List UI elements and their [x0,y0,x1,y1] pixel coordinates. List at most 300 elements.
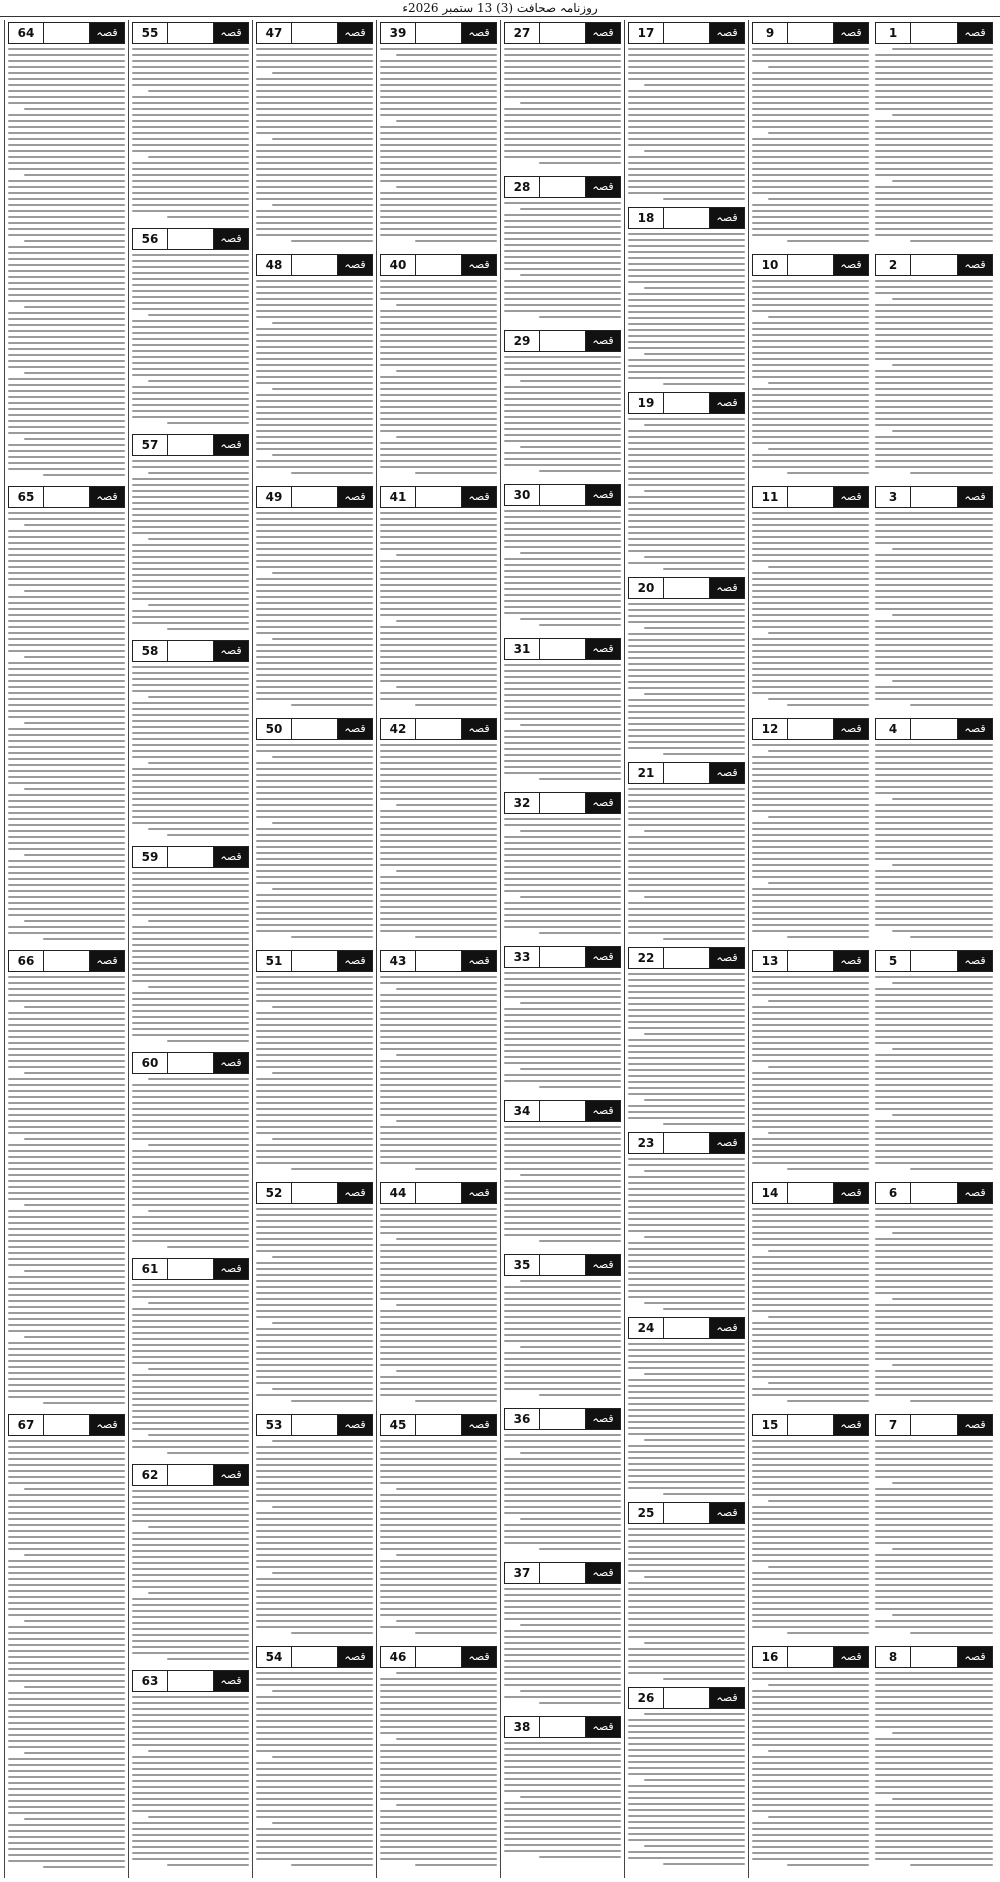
notice-body-text [504,1280,621,1396]
text-line [752,1518,869,1520]
text-line [628,1761,745,1763]
text-line [752,292,869,294]
text-line [380,96,497,98]
notice-number: 41 [389,490,407,504]
text-line [504,902,621,904]
text-line [256,692,373,694]
text-line [8,420,125,422]
text-line [628,824,745,826]
text-line [504,676,621,678]
notice-body-text [504,202,621,318]
text-line [520,1796,621,1798]
text-line [504,1458,621,1460]
notice-item [628,947,745,1129]
text-line [291,704,373,706]
text-line [8,902,125,904]
text-line [875,84,993,86]
text-line [628,1433,745,1435]
text-line [504,914,621,916]
text-line [167,216,249,218]
text-line [752,1340,869,1342]
text-line [396,370,497,372]
text-line [628,454,745,456]
notice-blank-cell [291,951,338,971]
text-line [380,198,497,200]
text-line [752,828,869,830]
text-line [628,329,745,331]
notice-item [8,486,125,947]
text-line [752,1458,869,1460]
notice-number-box [752,718,869,740]
text-line [256,108,373,110]
text-line [256,1732,373,1734]
text-line [504,926,621,928]
text-line [8,1662,125,1664]
text-line [8,1476,125,1478]
text-line [539,624,621,626]
notice-number: 55 [141,26,159,40]
notice-number: 10 [761,258,779,272]
notice-body-text [875,280,993,474]
notice-item [132,640,249,843]
text-line [504,356,621,358]
notice-body-text [132,254,249,424]
text-line [628,108,745,110]
text-line [8,1716,125,1718]
text-line [768,1816,869,1818]
text-line [875,698,993,700]
text-line [752,1114,869,1116]
text-line [504,576,621,578]
text-line [8,1324,125,1326]
text-line [132,338,249,340]
text-line [875,162,993,164]
text-line [272,1138,373,1140]
notice-number: 53 [265,1418,283,1432]
text-line [8,1794,125,1796]
text-line [752,1828,869,1830]
text-line [768,316,869,318]
notice-item [380,486,497,715]
notice-label: قصہ [462,1183,496,1203]
text-line [875,1488,993,1490]
text-line [132,1314,249,1316]
notice-number-box [628,947,745,969]
text-line [380,798,497,800]
notice-body-text [628,603,745,755]
text-line [875,1012,993,1014]
text-line [256,602,373,604]
text-line [380,442,497,444]
notice-label: قصہ [586,177,620,197]
notice-number: 14 [761,1186,779,1200]
text-line [752,1244,869,1246]
text-line [8,1216,125,1218]
text-line [256,1614,373,1616]
notice-item [8,22,125,483]
notice-blank-cell [787,1647,834,1667]
text-line [132,386,249,388]
text-line [752,96,869,98]
text-line [875,1690,993,1692]
notice-number-box [132,434,249,456]
text-line [380,132,497,134]
text-line [256,120,373,122]
text-line [132,816,249,818]
notice-label: قصہ [462,23,496,43]
text-line [8,348,125,350]
text-line [8,342,125,344]
text-line [256,394,373,396]
text-line [752,1590,869,1592]
text-line [396,1672,497,1674]
text-line [875,72,993,74]
text-line [132,290,249,292]
text-line [628,502,745,504]
text-line [8,704,125,706]
text-line [8,1788,125,1790]
text-line [132,326,249,328]
text-line [148,156,249,158]
text-line [504,1760,621,1762]
notice-label: قصہ [958,1647,992,1667]
text-line [380,1256,497,1258]
text-line [875,566,993,568]
text-line [875,174,993,176]
notice-label: قصہ [462,719,496,739]
notice-item [875,22,993,251]
text-line [752,1232,869,1234]
text-line [380,316,497,318]
text-line [256,1828,373,1830]
text-line [504,600,621,602]
text-line [752,1226,869,1228]
text-line [8,90,125,92]
text-line [504,304,621,306]
text-line [132,1156,249,1158]
text-line [256,1720,373,1722]
text-line [380,210,497,212]
text-line [380,918,497,920]
text-line [504,1784,621,1786]
notice-label: قصہ [834,255,868,275]
text-line [132,1440,249,1442]
text-line [380,1066,497,1068]
text-line [256,1578,373,1580]
notice-number-box [504,1254,621,1276]
text-line [875,1328,993,1330]
text-line [256,1376,373,1378]
text-line [380,1750,497,1752]
text-line [132,1640,249,1642]
text-line [875,454,993,456]
notice-blank-cell [415,719,462,739]
text-line [24,1620,125,1622]
text-line [875,626,993,628]
text-line [752,1798,869,1800]
text-line [132,744,249,746]
text-line [892,364,993,366]
text-line [380,1714,497,1716]
text-line [628,377,745,379]
text-line [504,730,621,732]
text-line [628,323,745,325]
text-line [752,1006,869,1008]
text-line [380,1078,497,1080]
text-line [504,1150,621,1152]
notice-number: 48 [265,258,283,272]
text-line [752,924,869,926]
text-line [132,1496,249,1498]
text-line [504,226,621,228]
text-line [380,1452,497,1454]
text-line [380,1828,497,1830]
text-line [875,1446,993,1448]
text-line [504,1672,621,1674]
text-line [644,287,745,289]
text-line [132,1192,249,1194]
text-line [752,810,869,812]
text-line [380,1578,497,1580]
text-line [380,192,497,194]
text-line [504,1754,621,1756]
text-line [875,448,993,450]
text-line [24,788,125,790]
text-line [752,1530,869,1532]
notice-body-text [504,818,621,934]
text-line [132,296,249,298]
text-line [132,1786,249,1788]
text-line [132,344,249,346]
text-line [875,1620,993,1622]
text-line [752,692,869,694]
notice-number-box [628,22,745,44]
text-line [380,1226,497,1228]
text-line [380,1208,497,1210]
text-line [752,72,869,74]
notice-number-box [875,1182,993,1204]
text-line [167,834,249,836]
notice-number-box [8,950,125,972]
text-line [8,812,125,814]
text-line [256,1042,373,1044]
text-line [8,1276,125,1278]
text-line [8,180,125,182]
text-line [8,1120,125,1122]
text-line [875,852,993,854]
text-line [875,466,993,468]
text-line [504,108,621,110]
text-line [256,1494,373,1496]
notice-number: 56 [141,232,159,246]
text-line [8,1036,125,1038]
text-line [132,66,249,68]
text-line [504,1222,621,1224]
text-line [380,1090,497,1092]
text-line [752,1756,869,1758]
text-line [875,876,993,878]
text-line [256,560,373,562]
text-line [8,1210,125,1212]
text-line [875,1162,993,1164]
text-line [504,760,621,762]
text-line [8,1174,125,1176]
text-line [628,1111,745,1113]
text-line [132,1362,249,1364]
text-line [539,1240,621,1242]
text-line [24,1006,125,1008]
text-line [132,1744,249,1746]
text-line [504,386,621,388]
text-line [24,1072,125,1074]
text-line [875,1506,993,1508]
text-line [256,48,373,50]
text-line [768,1316,869,1318]
text-line [132,544,249,546]
text-line [752,1256,869,1258]
text-line [256,340,373,342]
text-line [787,1632,869,1634]
notice-body-text [256,48,373,242]
text-line [380,418,497,420]
text-line [132,1708,249,1710]
text-line [504,1340,621,1342]
text-line [752,1012,869,1014]
text-line [875,656,993,658]
text-line [8,1596,125,1598]
text-line [380,1394,497,1396]
text-line [132,1834,249,1836]
text-line [132,1610,249,1612]
text-line [43,1866,125,1868]
text-line [132,1120,249,1122]
text-line [8,806,125,808]
notice-label: قصہ [710,578,744,598]
text-line [272,204,373,206]
text-line [768,632,869,634]
text-line [256,1084,373,1086]
notice-label: قصہ [586,1717,620,1737]
notice-number-box [875,22,993,44]
notice-number: 33 [513,950,531,964]
text-line [752,120,869,122]
text-line [380,572,497,574]
text-line [132,374,249,376]
text-line [752,1596,869,1598]
text-line [752,1560,869,1562]
text-line [504,978,621,980]
text-line [875,554,993,556]
text-line [628,156,745,158]
notice-body-text [628,788,745,940]
text-line [644,1642,745,1644]
text-line [752,1464,869,1466]
text-line [132,1126,249,1128]
text-line [256,906,373,908]
notice-body-text [8,512,125,940]
text-line [8,1294,125,1296]
text-line [380,84,497,86]
text-line [256,228,373,230]
text-line [752,228,869,230]
text-line [910,1168,993,1170]
text-line [752,1328,869,1330]
text-line [167,1658,249,1660]
column [500,20,624,1878]
text-line [875,280,993,282]
notice-number-box [132,1258,249,1280]
text-line [256,876,373,878]
text-line [628,1815,745,1817]
notice-label: قصہ [214,1053,248,1073]
text-line [539,470,621,472]
text-line [875,1762,993,1764]
text-line [8,66,125,68]
text-line [256,1334,373,1336]
notice-label: قصہ [338,1415,372,1435]
text-line [132,1296,249,1298]
text-line [132,272,249,274]
notice-item [132,1670,249,1873]
text-line [132,822,249,824]
text-line [875,1834,993,1836]
text-line [256,566,373,568]
text-line [8,1572,125,1574]
text-line [256,1078,373,1080]
text-line [380,352,497,354]
text-line [875,786,993,788]
text-line [380,228,497,230]
text-line [752,1310,869,1312]
text-line [504,534,621,536]
text-line [291,472,373,474]
text-line [504,280,621,282]
text-line [8,1000,125,1002]
text-line [752,1584,869,1586]
text-line [132,1628,249,1630]
text-line [628,239,745,241]
text-line [752,584,869,586]
text-line [256,1030,373,1032]
text-line [8,1354,125,1356]
notice-number-box [256,254,373,276]
notice-item [875,718,993,947]
text-line [504,1530,621,1532]
text-line [256,548,373,550]
text-line [752,144,869,146]
text-line [8,710,125,712]
notice-number-box [504,792,621,814]
notice-body-text [752,1672,869,1866]
text-line [504,890,621,892]
notice-number: 30 [513,488,531,502]
text-line [256,930,373,932]
text-line [132,956,249,958]
text-line [256,840,373,842]
text-line [148,1078,249,1080]
notice-number-box [256,1414,373,1436]
text-line [628,311,745,313]
text-line [504,1292,621,1294]
text-line [380,216,497,218]
text-line [752,1476,869,1478]
text-line [380,346,497,348]
text-line [628,472,745,474]
text-line [132,622,249,624]
text-line [8,1342,125,1344]
text-line [8,1656,125,1658]
text-line [132,1514,249,1516]
